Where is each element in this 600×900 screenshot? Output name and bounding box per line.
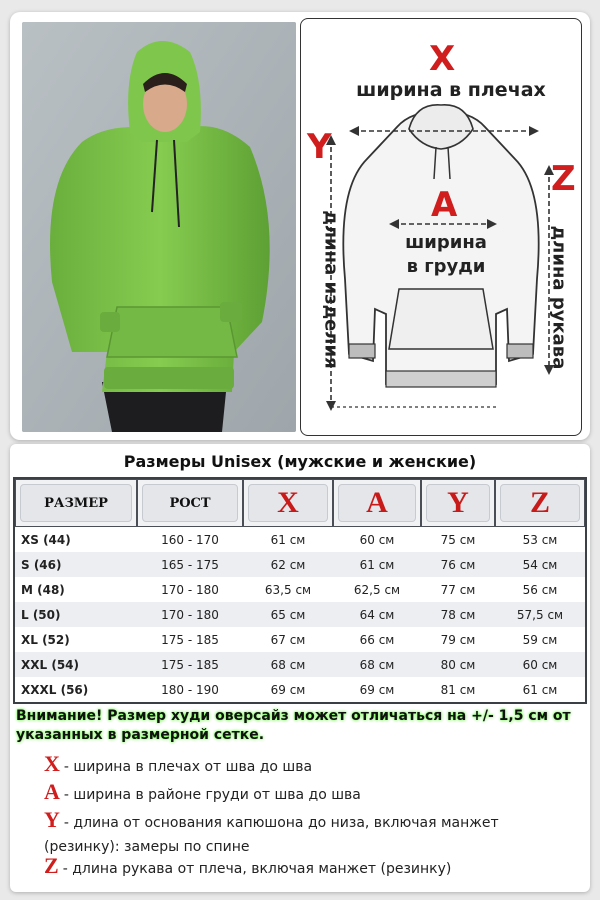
cell-a: 68 см [333,652,421,677]
cell-a: 64 см [333,602,421,627]
measurement-diagram [300,18,582,436]
cell-z: 57,5 см [495,602,585,627]
table-row [15,527,585,552]
header-z: Z [529,486,550,519]
cell-size: M (48) [15,577,137,602]
legend-item-x [44,752,564,779]
header-a: A [366,486,388,519]
table-title: Размеры Unisex (мужские и женские) [123,452,477,471]
cell-x: 68 см [243,652,333,677]
cell-size: XXXL (56) [15,677,137,702]
legend-text-x: - ширина в плечах от шва до шва [63,759,313,775]
legend-text-a: - ширина в районе груди от шва до шва [63,787,361,803]
cell-size: XS (44) [15,527,137,552]
cell-x: 62 см [243,552,333,577]
cell-a: 61 см [333,552,421,577]
cell-size: L (50) [15,602,137,627]
cell-y: 78 см [421,602,495,627]
cell-x: 67 см [243,627,333,652]
cell-y: 79 см [421,627,495,652]
legend-text-z: - длина рукава от плеча, включая манжет (резинку) [62,861,452,877]
cell-height: 175 - 185 [137,652,243,677]
legend-item-z [44,854,564,881]
cell-z: 60 см [495,652,585,677]
chest-label-line2: в груди [406,256,486,277]
legend-letter-a: A [44,779,60,804]
x-marker: X [429,39,456,79]
shoulders-label: ширина в плечах [356,79,546,101]
cell-z: 53 см [495,527,585,552]
header-height: РОСТ [169,495,211,511]
cell-y: 75 см [421,527,495,552]
legend-letter-x: X [44,751,60,776]
cell-z: 59 см [495,627,585,652]
cell-y: 76 см [421,552,495,577]
table-row [15,577,585,602]
cell-y: 80 см [421,652,495,677]
header-x: X [277,486,299,519]
hoodie-model-image [22,22,296,432]
size-table [13,477,587,704]
table-row [15,552,585,577]
cell-x: 69 см [243,677,333,702]
table-header-row [15,479,585,527]
cell-z: 61 см [495,677,585,702]
a-marker: A [431,185,458,225]
header-y: Y [447,486,469,519]
cell-height: 170 - 180 [137,602,243,627]
cell-a: 60 см [333,527,421,552]
cell-height: 180 - 190 [137,677,243,702]
cell-z: 54 см [495,552,585,577]
cell-a: 66 см [333,627,421,652]
cell-x: 63,5 см [243,577,333,602]
legend-item-y [44,808,544,859]
cell-size: S (46) [15,552,137,577]
table-row [15,652,585,677]
length-label: длина изделия [320,210,342,369]
product-photo [22,22,296,432]
cell-a: 62,5 см [333,577,421,602]
header-size: РАЗМЕР [44,495,108,511]
cell-height: 165 - 175 [137,552,243,577]
cell-x: 65 см [243,602,333,627]
cell-a: 69 см [333,677,421,702]
table-row [15,627,585,652]
cell-x: 61 см [243,527,333,552]
legend-letter-z: Z [44,853,59,878]
cell-height: 160 - 170 [137,527,243,552]
cell-size: XL (52) [15,627,137,652]
sleeve-label: длина рукава [548,225,570,370]
size-warning-note: Внимание! Размер худи оверсайз может отличаться на +/- 1,5 см от указанных в размерной сетке. [16,708,571,743]
cell-height: 170 - 180 [137,577,243,602]
z-marker: Z [551,159,576,199]
legend-letter-y: Y [44,807,60,832]
table-row [15,677,585,702]
chest-label-line1: ширина [405,232,487,253]
chest-label [381,231,511,279]
legend-item-a [44,780,564,807]
cell-y: 81 см [421,677,495,702]
y-marker: Y [307,127,332,167]
cell-z: 56 см [495,577,585,602]
cell-y: 77 см [421,577,495,602]
legend-text-y: - длина от основания капюшона до низа, включая манжет (резинку): замеры по спине [44,815,499,855]
table-row [15,602,585,627]
cell-size: XXL (54) [15,652,137,677]
cell-height: 175 - 185 [137,627,243,652]
